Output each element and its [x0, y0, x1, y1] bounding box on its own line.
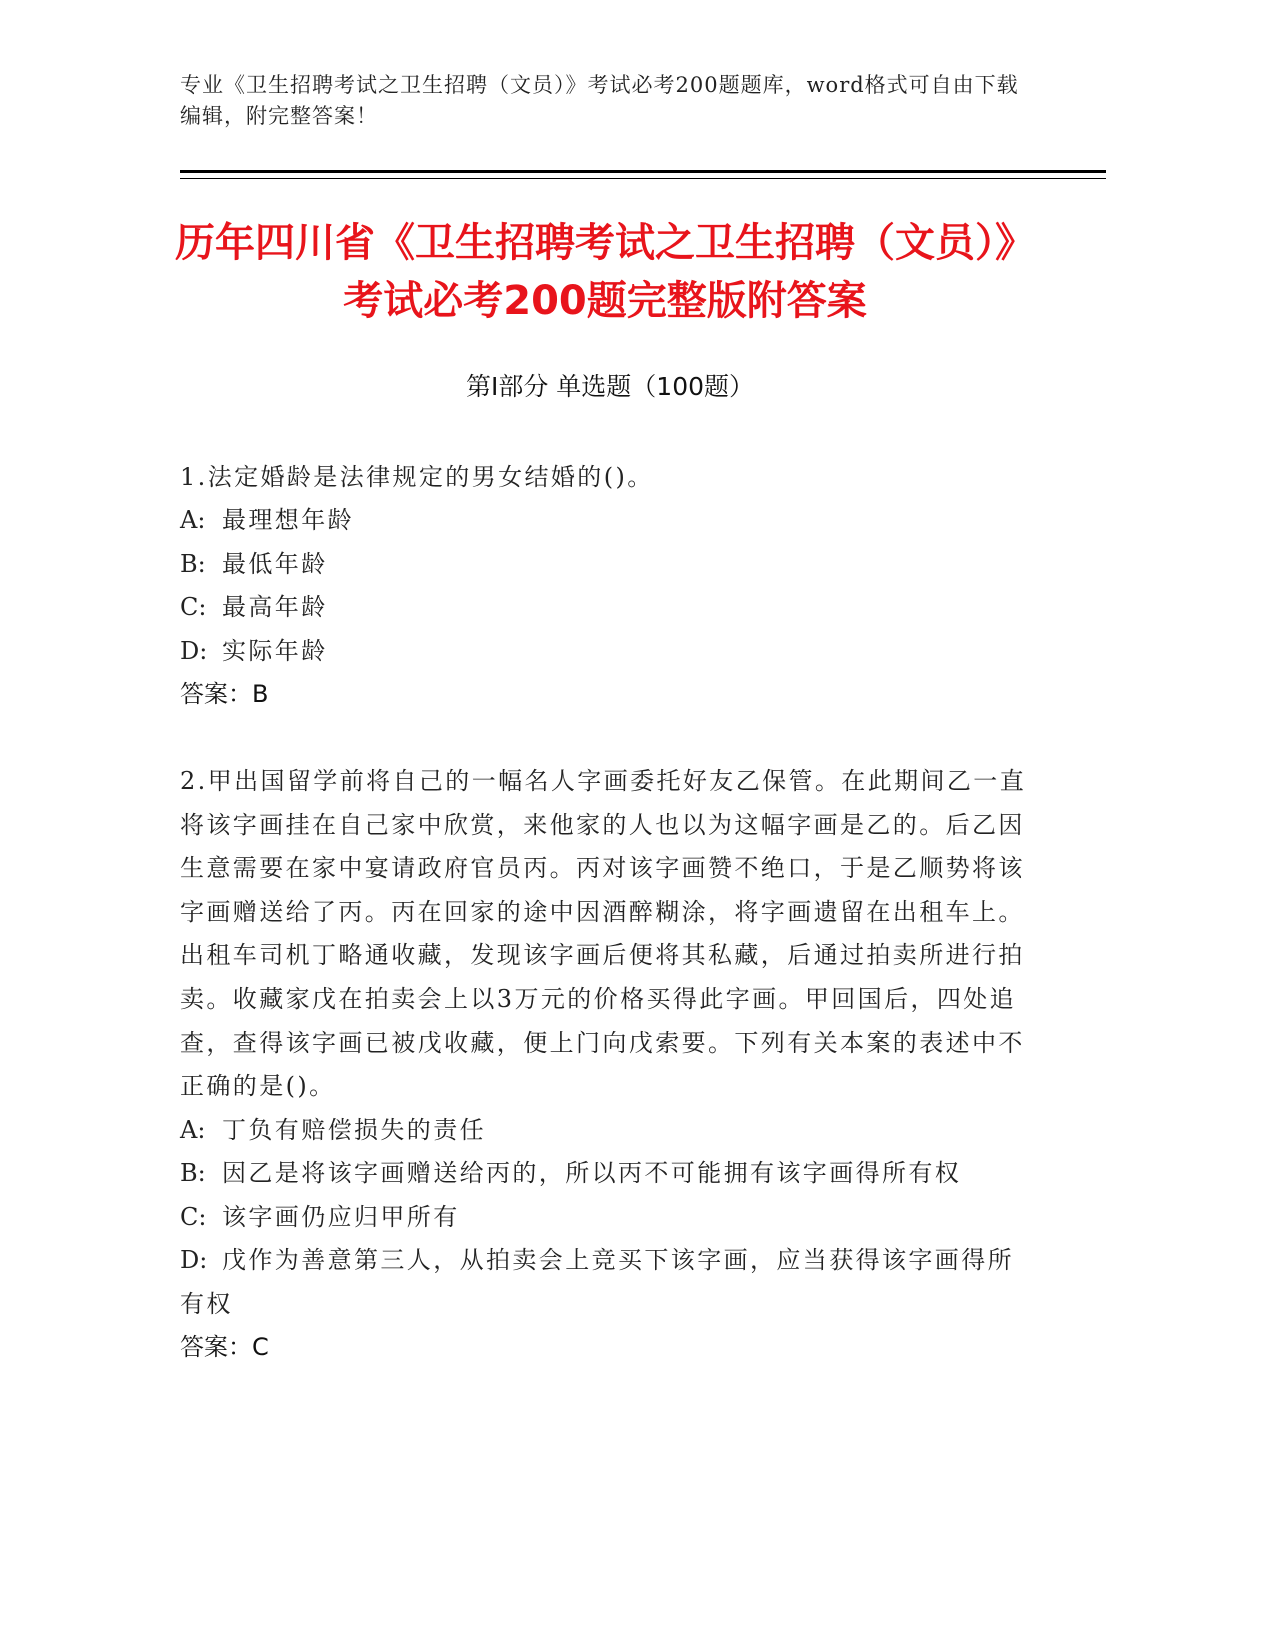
header-divider-thick [180, 170, 1106, 173]
option-letter: A: [180, 1116, 206, 1144]
question-2-option-d [180, 1239, 1030, 1326]
question-2-answer: 答案：C [180, 1333, 269, 1361]
option-text: 最低年龄 [222, 550, 328, 578]
section-heading: 第Ⅰ部分 单选题（100题） [465, 372, 755, 401]
document-title: 历年四川省《卫生招聘考试之卫生招聘（文员）》考试必考200题完整版附答案 [175, 220, 1035, 324]
question-1-answer: 答案：B [180, 680, 269, 708]
option-text: 因乙是将该字画赠送给丙的，所以丙不可能拥有该字画得所有权 [222, 1159, 962, 1187]
question-2-option-a [180, 1109, 1040, 1153]
header-note: 专业《卫生招聘考试之卫生招聘（文员）》考试必考200题题库，word格式可自由下载编辑，附完整答案！ [180, 73, 1019, 128]
header-divider-thin [180, 178, 1106, 179]
question-1-option-d [180, 630, 1040, 674]
option-letter: C: [180, 1203, 207, 1231]
option-letter: A: [180, 506, 206, 534]
question-1-option-c [180, 586, 1040, 630]
question-2-option-b [180, 1152, 1040, 1196]
question-1-text: 1.法定婚龄是法律规定的男女结婚的()。 [180, 463, 654, 491]
option-text: 实际年龄 [222, 637, 328, 665]
question-1-option-a [180, 499, 1040, 543]
option-text: 丁负有赔偿损失的责任 [222, 1116, 486, 1144]
option-letter: D: [180, 637, 208, 665]
option-text: 该字画仍应归甲所有 [222, 1203, 460, 1231]
option-text: 最高年龄 [222, 593, 328, 621]
option-letter: B: [180, 1159, 206, 1187]
option-letter: D: [180, 1246, 208, 1274]
option-text: 最理想年龄 [222, 506, 354, 534]
question-1-option-b [180, 543, 1040, 587]
option-letter: B: [180, 550, 206, 578]
question-2-option-c [180, 1196, 1040, 1240]
option-text: 戊作为善意第三人，从拍卖会上竞买下该字画，应当获得该字画得所有权 [180, 1246, 1014, 1318]
question-2-text: 2.甲出国留学前将自己的一幅名人字画委托好友乙保管。在此期间乙一直将该字画挂在自己家中欣赏，来他家的人也以为这幅字画是乙的。后乙因生意需要在家中宴请政府官员丙。丙对该字画赞不绝口，于是乙顺势将该字画赠送给了丙。丙在回家的途中因酒醉糊涂，将字画遗留在出租车上。出租车司机丁略通收藏，发现该字画后便将其私藏，后通过拍卖所进行拍卖。收藏家戊在拍卖会上以3万元的价格买得此字画。甲回国后，四处追查，查得该字画已被戊收藏，便上门向戊索要。下列有关本案的表述中不正确的是()。 [180, 767, 1027, 1101]
option-letter: C: [180, 593, 207, 621]
